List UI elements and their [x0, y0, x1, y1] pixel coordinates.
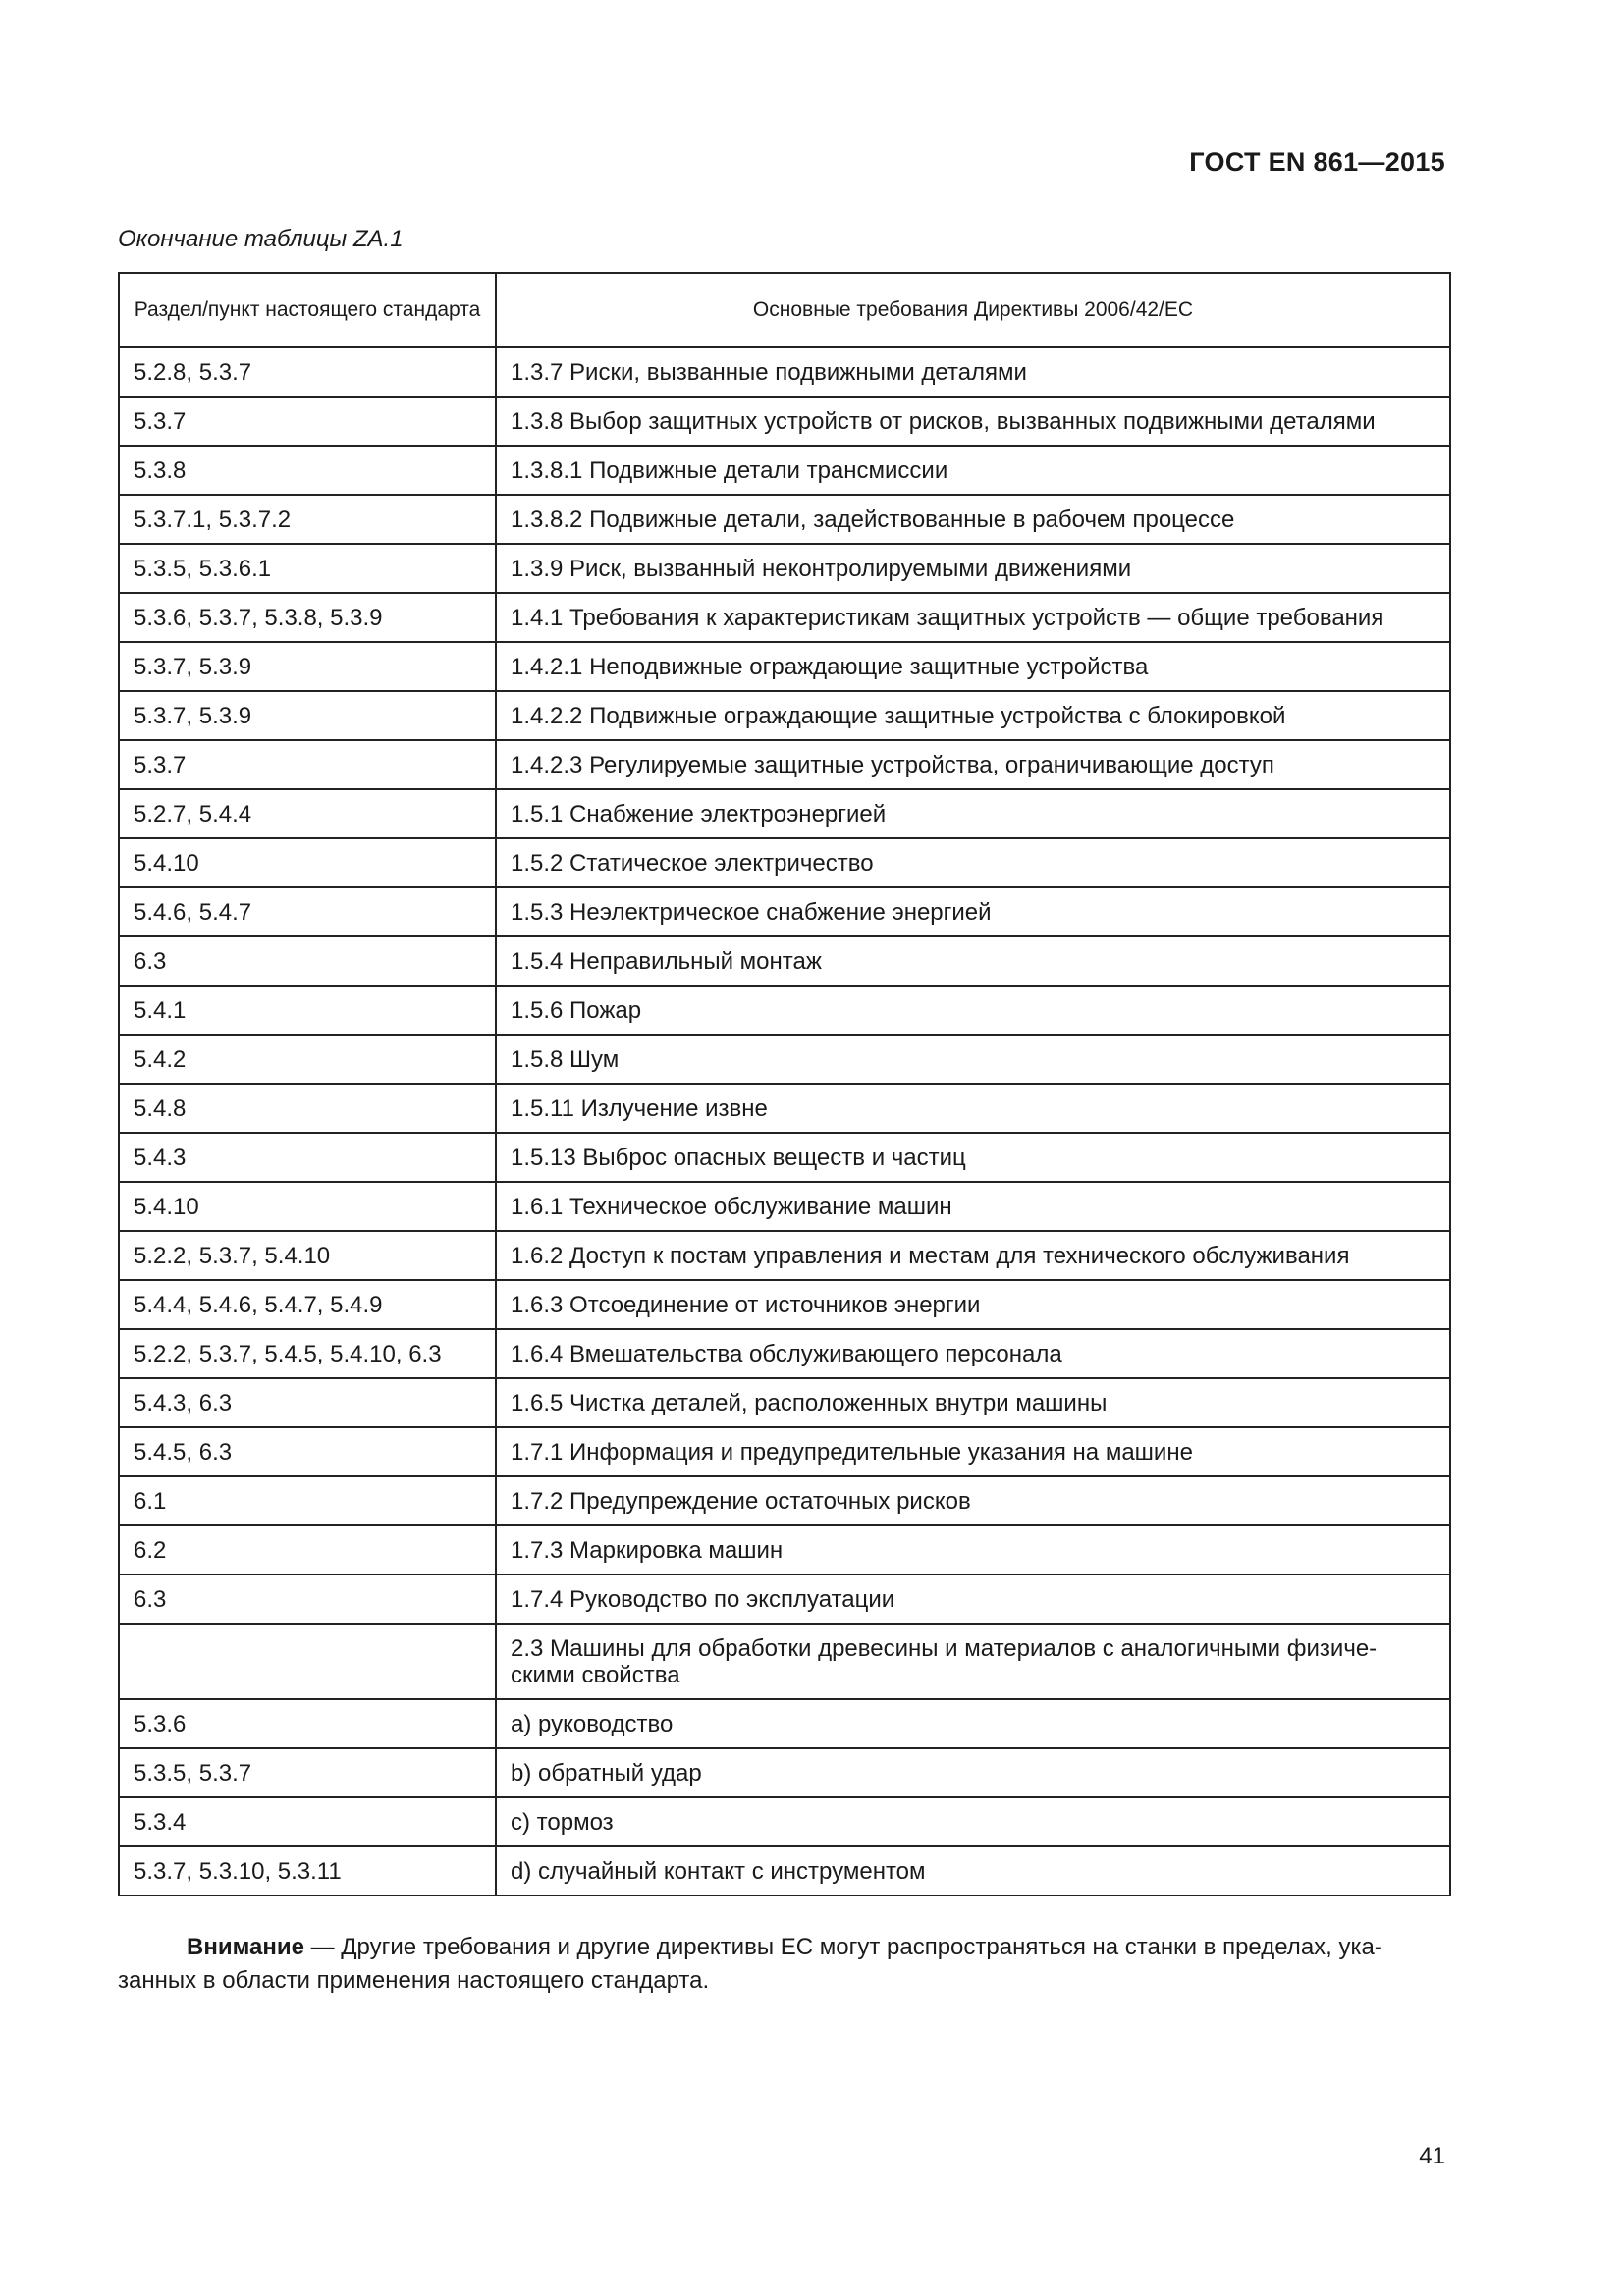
- requirement-cell: 1.7.3 Маркировка машин: [496, 1525, 1450, 1575]
- requirement-cell: 2.3 Машины для обработки древесины и материалов с аналогичными физиче-скими свойства: [496, 1624, 1450, 1699]
- requirement-cell: 1.4.1 Требования к характеристикам защитных устройств — общие требования: [496, 593, 1450, 642]
- requirement-cell: b) обратный удар: [496, 1748, 1450, 1797]
- table-row: [119, 642, 1450, 691]
- table-row: [119, 1378, 1450, 1427]
- clause-cell: 6.2: [119, 1525, 496, 1575]
- requirement-cell: 1.5.2 Статическое электричество: [496, 838, 1450, 887]
- clause-cell: 5.4.3, 6.3: [119, 1378, 496, 1427]
- clause-cell: 6.3: [119, 936, 496, 986]
- clause-cell: 5.2.2, 5.3.7, 5.4.5, 5.4.10, 6.3: [119, 1329, 496, 1378]
- table-row: [119, 1329, 1450, 1378]
- clause-cell: 5.4.10: [119, 838, 496, 887]
- table-row: [119, 1575, 1450, 1624]
- clause-cell: 5.3.5, 5.3.6.1: [119, 544, 496, 593]
- table-row: [119, 347, 1450, 398]
- table-header-row: [119, 273, 1450, 347]
- table-row: [119, 1476, 1450, 1525]
- table-row: [119, 1182, 1450, 1231]
- clause-cell: 6.1: [119, 1476, 496, 1525]
- table-row: [119, 936, 1450, 986]
- clause-cell: 5.4.8: [119, 1084, 496, 1133]
- clause-cell: 6.3: [119, 1575, 496, 1624]
- clause-cell: 5.2.8, 5.3.7: [119, 347, 496, 398]
- requirement-cell: c) тормоз: [496, 1797, 1450, 1846]
- requirement-cell: 1.5.3 Неэлектрическое снабжение энергией: [496, 887, 1450, 936]
- table-row: [119, 887, 1450, 936]
- table-row: [119, 1035, 1450, 1084]
- note-text: — Другие требования и другие директивы ЕС могут распространяться на станки в пределах, ука-занных в области применения настоящего стандарта.: [118, 1934, 1382, 1994]
- clause-cell: 5.3.8: [119, 446, 496, 495]
- clause-cell: 5.3.7, 5.3.9: [119, 691, 496, 740]
- requirement-cell: 1.5.1 Снабжение электроэнергией: [496, 789, 1450, 838]
- table-row: [119, 1280, 1450, 1329]
- clause-cell: 5.2.2, 5.3.7, 5.4.10: [119, 1231, 496, 1280]
- requirement-cell: 1.6.3 Отсоединение от источников энергии: [496, 1280, 1450, 1329]
- table-row: [119, 1084, 1450, 1133]
- table-row: [119, 446, 1450, 495]
- table-row: [119, 1427, 1450, 1476]
- requirement-cell: 1.5.6 Пожар: [496, 986, 1450, 1035]
- table-row: [119, 740, 1450, 789]
- table-row: [119, 495, 1450, 544]
- requirement-cell: 1.6.5 Чистка деталей, расположенных внутри машины: [496, 1378, 1450, 1427]
- requirement-cell: 1.3.8.1 Подвижные детали трансмиссии: [496, 446, 1450, 495]
- standard-id: ГОСТ EN 861—2015: [1189, 147, 1445, 177]
- clause-cell: 5.4.1: [119, 986, 496, 1035]
- table-row: [119, 789, 1450, 838]
- requirement-cell: 1.3.8.2 Подвижные детали, задействованные в рабочем процессе: [496, 495, 1450, 544]
- table-row: [119, 544, 1450, 593]
- clause-cell: 5.3.5, 5.3.7: [119, 1748, 496, 1797]
- table-row: [119, 1846, 1450, 1896]
- requirement-cell: 1.6.2 Доступ к постам управления и местам для технического обслуживания: [496, 1231, 1450, 1280]
- requirement-cell: 1.5.11 Излучение извне: [496, 1084, 1450, 1133]
- requirement-cell: 1.4.2.2 Подвижные ограждающие защитные устройства с блокировкой: [496, 691, 1450, 740]
- clause-cell: 5.3.7, 5.3.9: [119, 642, 496, 691]
- table-row: [119, 593, 1450, 642]
- table-row: [119, 1133, 1450, 1182]
- requirement-cell: 1.7.4 Руководство по эксплуатации: [496, 1575, 1450, 1624]
- table-row: [119, 1748, 1450, 1797]
- requirement-cell: a) руководство: [496, 1699, 1450, 1748]
- table-row: [119, 838, 1450, 887]
- requirement-cell: 1.3.7 Риски, вызванные подвижными деталями: [496, 347, 1450, 398]
- requirement-cell: 1.4.2.1 Неподвижные ограждающие защитные устройства: [496, 642, 1450, 691]
- requirement-cell: 1.5.4 Неправильный монтаж: [496, 936, 1450, 986]
- requirement-cell: 1.5.8 Шум: [496, 1035, 1450, 1084]
- clause-cell: [119, 1624, 496, 1699]
- clause-cell: 5.3.7: [119, 740, 496, 789]
- clause-cell: 5.4.2: [119, 1035, 496, 1084]
- table-body: [119, 347, 1450, 1896]
- clause-cell: 5.4.10: [119, 1182, 496, 1231]
- clause-cell: 5.4.5, 6.3: [119, 1427, 496, 1476]
- clause-cell: 5.4.6, 5.4.7: [119, 887, 496, 936]
- column-header-clause: Раздел/пункт настоящего стандарта: [119, 273, 496, 347]
- clause-cell: 5.4.3: [119, 1133, 496, 1182]
- requirement-cell: 1.7.1 Информация и предупредительные указания на машине: [496, 1427, 1450, 1476]
- table-row: [119, 1624, 1450, 1699]
- requirements-table: [118, 272, 1451, 1896]
- requirement-cell: d) случайный контакт с инструментом: [496, 1846, 1450, 1896]
- table-caption: Окончание таблицы ZA.1: [118, 226, 404, 252]
- clause-cell: 5.4.4, 5.4.6, 5.4.7, 5.4.9: [119, 1280, 496, 1329]
- table-row: [119, 986, 1450, 1035]
- column-header-requirement: Основные требования Директивы 2006/42/ЕС: [496, 273, 1450, 347]
- requirement-cell: 1.3.8 Выбор защитных устройств от рисков, вызванных подвижными деталями: [496, 397, 1450, 446]
- requirement-cell: 1.6.4 Вмешательства обслуживающего персонала: [496, 1329, 1450, 1378]
- table-row: [119, 397, 1450, 446]
- attention-note: [118, 1931, 1449, 1998]
- requirement-cell: 1.7.2 Предупреждение остаточных рисков: [496, 1476, 1450, 1525]
- clause-cell: 5.3.4: [119, 1797, 496, 1846]
- clause-cell: 5.3.7: [119, 397, 496, 446]
- page-number: 41: [1419, 2143, 1445, 2169]
- table-row: [119, 691, 1450, 740]
- table-row: [119, 1231, 1450, 1280]
- requirement-cell: 1.5.13 Выброс опасных веществ и частиц: [496, 1133, 1450, 1182]
- requirement-cell: 1.3.9 Риск, вызванный неконтролируемыми движениями: [496, 544, 1450, 593]
- requirement-cell: 1.4.2.3 Регулируемые защитные устройства, ограничивающие доступ: [496, 740, 1450, 789]
- clause-cell: 5.3.7, 5.3.10, 5.3.11: [119, 1846, 496, 1896]
- table-row: [119, 1699, 1450, 1748]
- requirement-cell: 1.6.1 Техническое обслуживание машин: [496, 1182, 1450, 1231]
- clause-cell: 5.3.6: [119, 1699, 496, 1748]
- clause-cell: 5.2.7, 5.4.4: [119, 789, 496, 838]
- clause-cell: 5.3.7.1, 5.3.7.2: [119, 495, 496, 544]
- clause-cell: 5.3.6, 5.3.7, 5.3.8, 5.3.9: [119, 593, 496, 642]
- table-row: [119, 1797, 1450, 1846]
- note-label: Внимание: [187, 1934, 304, 1960]
- table-row: [119, 1525, 1450, 1575]
